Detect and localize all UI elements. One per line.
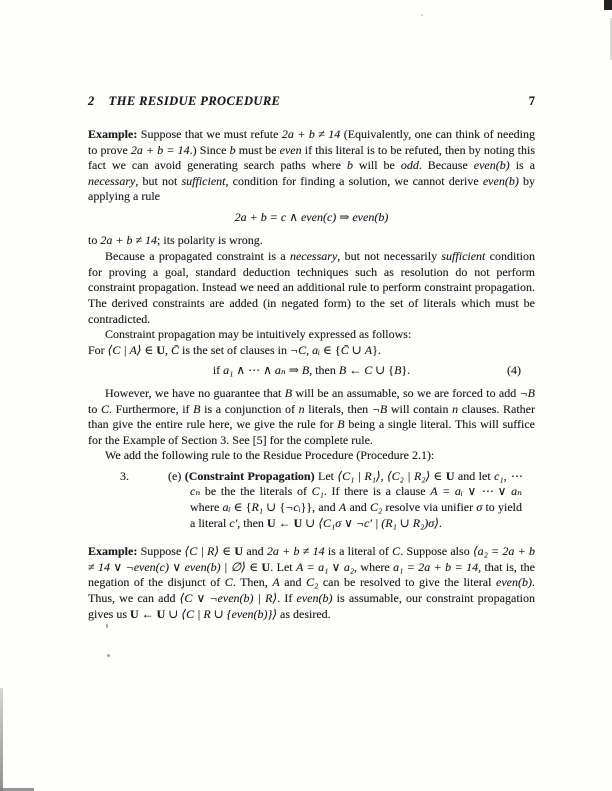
paragraph-however: However, we have no guarantee that B will be an assumable, so we are forced to add ¬B to C. Furthermore, if B is a conjunction of n literals, then ¬B will contain n clauses. Rather than give the entire rule here, we give the rule for B being a single literal. This will suffice for the Example of Section 3. See [5] for the complete rule. bbox=[88, 385, 536, 447]
scan-artifact-left-streak bbox=[0, 688, 3, 791]
running-header bbox=[88, 94, 535, 109]
paragraph-for-definition: For ⟨C | A⟩ ∈ U, C̄ is the set of clauses in ¬C, aᵢ ∈ {C̄ ∪ A}. bbox=[88, 342, 381, 357]
numbered-rule-item-3 bbox=[120, 469, 522, 531]
section-title: THE RESIDUE PROCEDURE bbox=[108, 94, 281, 108]
scan-speck bbox=[421, 14, 423, 16]
scan-speck bbox=[107, 654, 110, 657]
section-heading bbox=[88, 94, 280, 109]
paragraph-because-propagated: Because a propagated constraint is a necessary, but not necessarily sufficient condition for proving a goal, standard deduction techniques such as resolution do not perform constraint propagation. Instead we need an additional rule to perform constraint propagation. The derived constraints are added (in negated form) to the set of literals which must be contradicted. bbox=[88, 249, 535, 326]
equation-4-body: if a₁ ∧ ⋯ ∧ aₙ ⇒ B, then B ← C ∪ {B}. bbox=[212, 363, 411, 378]
page-number: 7 bbox=[528, 94, 535, 108]
item-3-marker: 3. bbox=[120, 468, 129, 483]
section-number: 2 bbox=[88, 94, 95, 108]
equation-4-number: (4) bbox=[507, 363, 521, 378]
text-column bbox=[88, 94, 535, 622]
display-equation-4 bbox=[88, 363, 535, 379]
display-equation-rule: 2a + b = c ∧ even(c) ⇒ even(b) bbox=[234, 209, 389, 224]
paragraph-example-1: Example: Suppose that we must refute 2a + b ≠ 14 (Equivalently, one can think of needing to prove 2a + b = 14.) Since b must be even if this literal is to be refuted, then by noting this fact we can avoid generating search paths where b will be odd. Because even(b) is a necessary, but not sufficient, condition for finding a solution, we cannot derive even(b) by applying a rule bbox=[88, 127, 536, 204]
paragraph-we-add-rule: We add the following rule to the Residue Procedure (Procedure 2.1): bbox=[105, 448, 435, 463]
paragraph-intuitive: Constraint propagation may be intuitively expressed as follows: bbox=[105, 327, 412, 342]
item-3-body: (e) (Constraint Propagation) Let ⟨C₁ | R₁⟩, ⟨C₂ | R₂⟩ ∈ U and let c₁, ⋯ cₙ be the the literals of C₁. If there is a clause A = aᵢ ∨ ⋯ ∨ aₙ where aᵢ ∈ {R₁ ∪ {¬cᵢ}}, and A and C₂ resolve via unifier σ to yield a literal c′, then U ← U ∪ ⟨C₁σ ∨ ¬c′ | (R₁ ∪ R₂)σ⟩. bbox=[168, 468, 522, 530]
paragraph-polarity: to 2a + b ≠ 14; its polarity is wrong. bbox=[88, 232, 263, 247]
paragraph-example-2: Example: Suppose ⟨C | R⟩ ∈ U and 2a + b ≠ 14 is a literal of C. Suppose also ⟨a₂ = 2a + b ≠ 14 ∨ ¬even(c) ∨ even(b) | ∅⟩ ∈ U. Let A = a₁ ∨ a₂, where a₁ = 2a + b = 14, that is, the negation of the disjunct of C. Then, A and C₂ can be resolved to give the literal even(b). Thus, we can add ⟨C ∨ ¬even(b) | R⟩. If even(b) is assumable, our constraint propagation gives us U ← U ∪ ⟨C | R ∪ {even(b)}⟩ as desired. bbox=[88, 544, 536, 621]
scan-speck bbox=[106, 624, 108, 628]
scan-artifact-top-right-corner bbox=[604, 0, 612, 10]
